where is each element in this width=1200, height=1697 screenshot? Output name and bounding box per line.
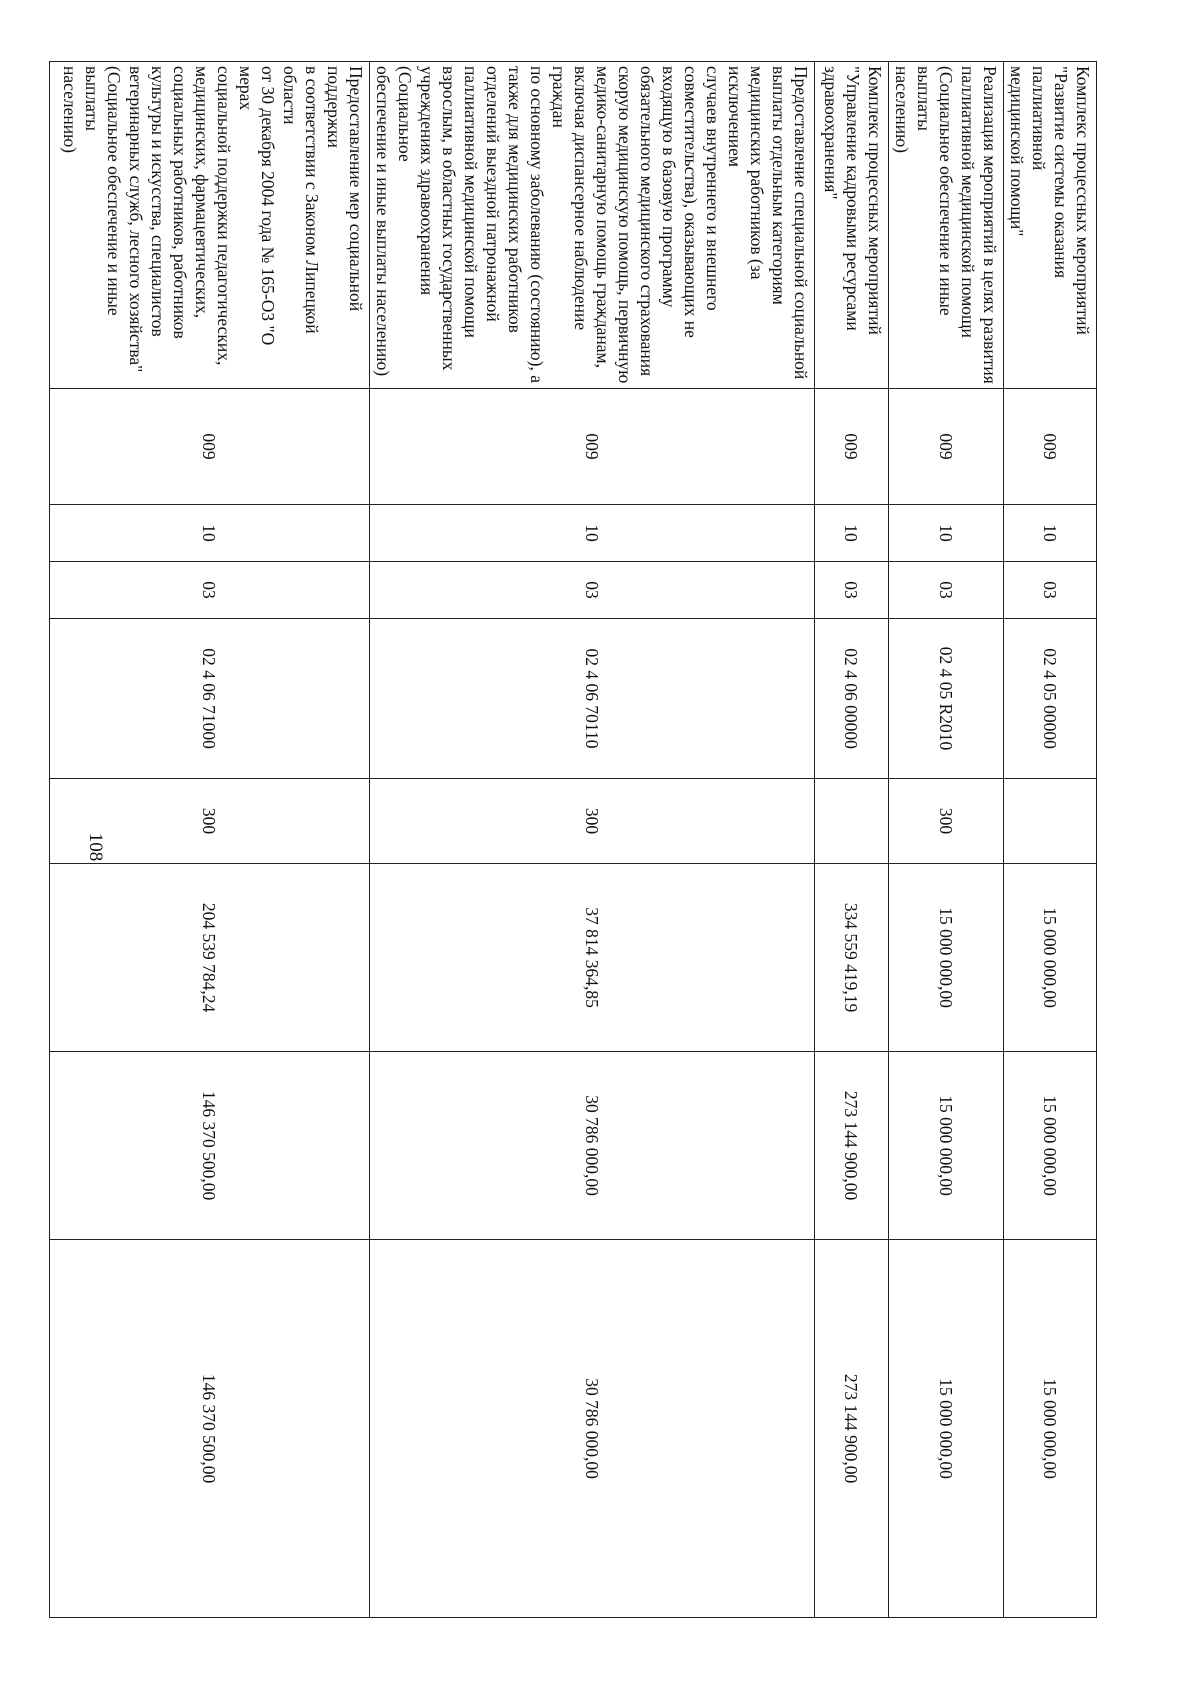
amount-1: 37 814 364,85 [370, 864, 815, 1052]
amount-2: 30 786 000,00 [370, 1052, 815, 1240]
expense-type-code [815, 779, 889, 864]
amount-1: 204 539 784,24 [50, 864, 370, 1052]
subsection-code: 03 [815, 562, 889, 619]
section-code: 10 [50, 505, 370, 562]
subsection-code: 03 [370, 562, 815, 619]
ministry-code: 009 [50, 389, 370, 505]
section-code: 10 [815, 505, 889, 562]
ministry-code: 009 [1004, 389, 1097, 505]
amount-2: 273 144 900,00 [815, 1052, 889, 1240]
row-name: Предоставление мер социальной поддержки в соответствии с Законом Липецкой области от 30 декабря 2004 года № 165-ОЗ "О мерах социальной поддержки педагогических, медицинских, фармацевтических, социальных работников, работников культуры и искусства, специалистов ветеринарных служб, лесного хозяйства" (Социальное обеспечение и иные выплаты населению) [50, 62, 370, 389]
page-number: 108 [85, 832, 106, 862]
amount-3: 15 000 000,00 [1004, 1240, 1097, 1618]
section-code: 10 [370, 505, 815, 562]
amount-3: 15 000 000,00 [889, 1240, 1004, 1618]
subsection-code: 03 [889, 562, 1004, 619]
ministry-code: 009 [370, 389, 815, 505]
expense-type-code: 300 [370, 779, 815, 864]
amount-3: 30 786 000,00 [370, 1240, 815, 1618]
row-name: Реализация мероприятий в целях развития паллиативной медицинской помощи (Социальное обеспечение и иные выплаты населению) [889, 62, 1004, 389]
amount-1: 15 000 000,00 [889, 864, 1004, 1052]
table-row [889, 62, 1004, 1618]
section-code: 10 [1004, 505, 1097, 562]
amount-2: 146 370 500,00 [50, 1052, 370, 1240]
amount-2: 15 000 000,00 [1004, 1052, 1097, 1240]
expense-type-code: 300 [50, 779, 370, 864]
row-name: Предоставление специальной социальной выплаты отдельным категориям медицинских работников (за исключением случаев внутреннего и внешнего совместительства), оказывающих не входящую в базовую программу обязательного медицинского страхования скорую медицинскую помощь, первичную медико-санитарную помощь гражданам, включая диспансерное наблюдение граждан по основному заболеванию (состоянию), а также для медицинских работников отделений выездной патронажной паллиативной медицинской помощи взрослым, в областных государственных учреждениях здравоохранения (Социальное обеспечение и иные выплаты населению) [370, 62, 815, 389]
row-name: Комплекс процессных мероприятий "Развитие системы оказания паллиативной медицинской помощи" [1004, 62, 1097, 389]
target-code: 02 4 06 71000 [50, 619, 370, 779]
table-row [815, 62, 889, 1618]
subsection-code: 03 [1004, 562, 1097, 619]
table-row [370, 62, 815, 1618]
amount-3: 146 370 500,00 [50, 1240, 370, 1618]
expense-type-code: 300 [889, 779, 1004, 864]
subsection-code: 03 [50, 562, 370, 619]
table-row [1004, 62, 1097, 1618]
row-name: Комплекс процессных мероприятий "Управление кадровыми ресурсами здравоохранения" [815, 62, 889, 389]
table-row [50, 62, 370, 1618]
expense-type-code [1004, 779, 1097, 864]
target-code: 02 4 06 70110 [370, 619, 815, 779]
ministry-code: 009 [889, 389, 1004, 505]
amount-1: 334 559 419,19 [815, 864, 889, 1052]
section-code: 10 [889, 505, 1004, 562]
target-code: 02 4 05 00000 [1004, 619, 1097, 779]
amount-3: 273 144 900,00 [815, 1240, 889, 1618]
amount-1: 15 000 000,00 [1004, 864, 1097, 1052]
target-code: 02 4 06 00000 [815, 619, 889, 779]
ministry-code: 009 [815, 389, 889, 505]
budget-table [49, 61, 1097, 1618]
amount-2: 15 000 000,00 [889, 1052, 1004, 1240]
target-code: 02 4 05 R2010 [889, 619, 1004, 779]
